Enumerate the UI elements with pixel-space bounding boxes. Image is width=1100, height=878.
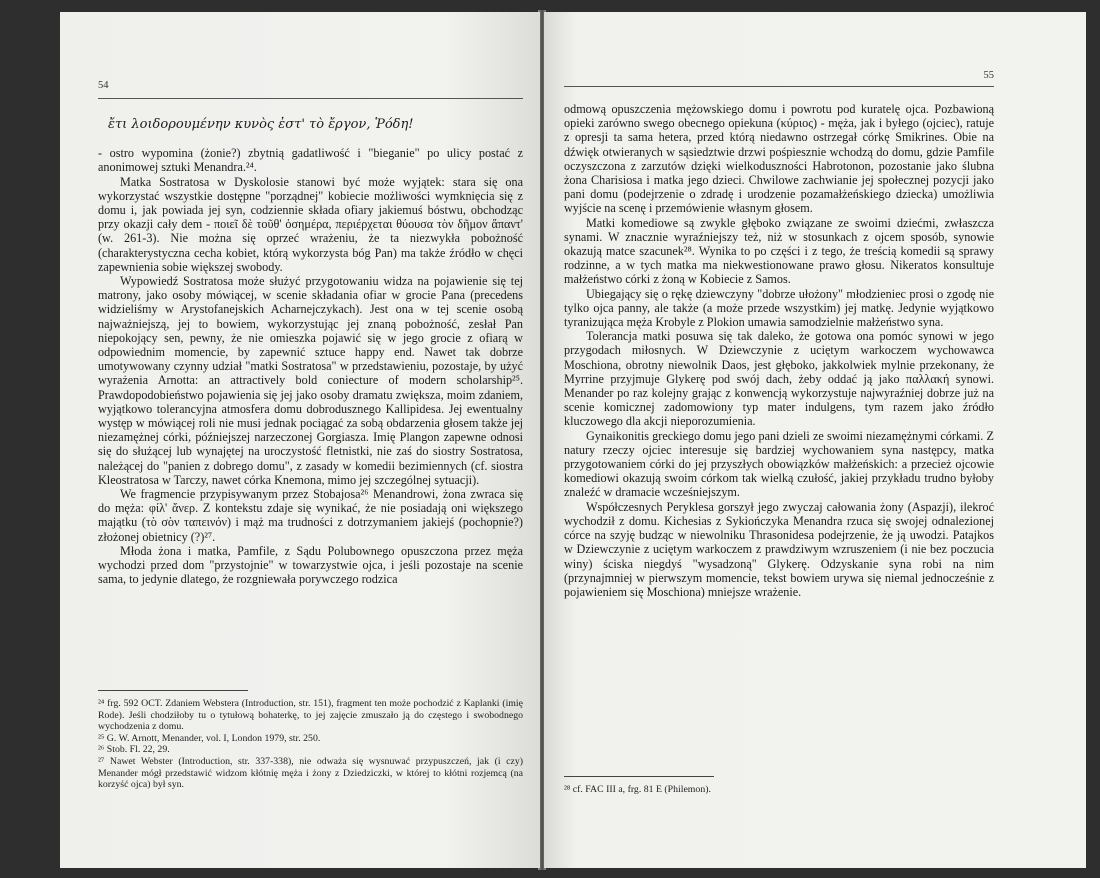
right-body — [564, 102, 994, 599]
right-header-rule — [564, 86, 994, 87]
paragraph: Tolerancja matki posuwa się tak daleko, że gotowa ona pomóc synowi w jego przygodach miłosnych. W Dziewczynie z uciętym warkoczem wychowawca Moschiona, obrotny niewolnik Daos, jest głęboko, jakkolwiek mylnie przekonany, że Myrrine przyjmuje Glykerę pod swój dach, żeby oddać ją jako παλλακή synowi. Menander po raz kolejny grając z konwencją wykorzystuje najwyraźniej dobrze już na scenie komicznej zadomowiony typ mater indulgens, tym razem jako źródło kluczowego dla akcji nieporozumienia. — [564, 329, 994, 429]
paragraph: Ubiegający się o rękę dziewczyny "dobrze ułożony" młodzieniec prosi o zgodę nie tylko ojca panny, ale także (a może przede wszystkim) jej matkę. Jedynie wyjątkowo tyranizująca męża Krobyle z Plokion umawia samodzielnie małżeństwo syna. — [564, 286, 994, 330]
right-page-number: 55 — [983, 70, 994, 81]
left-body — [98, 118, 523, 587]
right-footnotes — [564, 784, 994, 796]
footnote: ²⁶ Stob. Fl. 22, 29. — [98, 744, 170, 756]
left-page-number: 54 — [98, 80, 109, 91]
paragraph: - ostro wypomina (żonie?) zbytnią gadatliwość i "bieganie" po ulicy postać z anonimowej sztuki Menandra.²⁴. — [98, 146, 523, 175]
paragraph: Gynaikonitis greckiego domu jego pani dzieli ze swoimi niezamężnymi córkami. Z natury rzeczy ojciec interesuje się bardziej wychowaniem syna następcy, matka przygotowaniem córki do jej przyszłych obowiązków małżeńskich: a przecież ojcowie komediowi okazują swoim córkom tak wielką czułość, jakiej przykładu trudno byłoby znaleźć w dramacie wcześniejszym. — [564, 428, 994, 500]
paragraph: Wypowiedź Sostratosa może służyć przygotowaniu widza na pojawienie się tej matrony, jako osoby mówiącej, w scenie składania ofiar w grocie Pana (precedens widzieliśmy w Arystofanejskich Acharnejczykach). Jest ona w tej scenie osobą najważniejszą, jej to bowiem, wykorzystując jej znaną pobożność, zesłał Pan niepokojący sen, pewny, że nie omieszka pojawić się w jego grocie z ofiarą w odpowiednim momencie, by zapewnić sztuce happy end. Nawet tak dobrze umotywowany czynny udział "matki Sostratosa" w przedstawieniu, pozostaje, by użyć wyrażenia Arnotta: an attractively bold coniecture of modern scholarship²⁵. Prawdopodobieństwo pojawienia się jej jako osoby dramatu zwiększa, moim zdaniem, wyjątkowo tolerancyjna atmosfera domu dobrodusznego Kallipidesa. Jej ewentualny występ w mówiącej roli nie musi jednak pociągać za sobą obdarzenia głosem także jej niezamężnej córki, późniejszej narzeczonej Gorgiasza. Imię Plangon zapewne odnosi się do służącej lub wynajętej na uroczystość fletnistki, nie zaś do siostry Sostratosa, należącej do "panien z dobrego domu", z zasady w komedii bezimiennych (cf. siostra Kleostratosa w Tarczy, nawet córka Knemona, mimo jej szczególnej sytuacji). — [98, 274, 523, 487]
paragraph: Młoda żona i matka, Pamfile, z Sądu Polubownego opuszczona przez męża wychodzi przed dom "przystojnie" w towarzystwie ojca, i jeśli pozostaje na scenie sama, to jedynie dlatego, że rozgniewała porywczego rodzica — [98, 543, 523, 587]
paragraph: Matka Sostratosa w Dyskolosie stanowi być może wyjątek: stara się ona wykorzystać wszystkie dostępne "porządnej" kobiecie możliwości wymknięcia się z domu i, jak powiada jej syn, codziennie składa ofiary jakiemuś bóstwu, obchodząc przy okazji cały dem - ποιεῖ δὲ τοῦθ' ὁσημέρα, περιέρχεται θύουσα τὸν δῆμον ἅπαντ' (w. 261-3). Nie można się oprzeć wrażeniu, że ta niezwykła pobożność (charakterystyczna cecha kobiet, którą wykorzysta bóg Pan) ma także źródło w chęci zapewnienia sobie większej swobody. — [98, 174, 523, 274]
footnote: ²⁷ Nawet Webster (Introduction, str. 337-338), nie odważa się wysnuwać przypuszczeń, jak (i czy) Menander mógł przedstawić widzom kłótnię męża i żony z Dziedziczki, w której to kłótni rozjemcą (na korzyść ojca) był syn. — [98, 755, 523, 791]
right-footnote-rule — [564, 776, 714, 777]
right-page — [544, 12, 1086, 868]
footnote: ²⁵ G. W. Arnott, Menander, vol. I, London 1979, str. 250. — [98, 732, 321, 744]
greek-quotation: ἔτι λοιδορουμένην κυνὸς ἐστ' τὸ ἔργον, Ῥόδη! — [108, 117, 414, 132]
left-page — [60, 12, 540, 868]
footnote: ²⁴ frg. 592 OCT. Zdaniem Webstera (Introduction, str. 151), fragment ten może pochodzić z Kaplanki (imię Rode). Jeśli chodziłoby tu o tytułową bohaterkę, to jej zajęcie zmuszało ją do częstego i swobodnego wychodzenia z domu. — [98, 698, 523, 733]
paragraph: Matki komediowe są zwykle głęboko związane ze swoimi dziećmi, zwłaszcza synami. W znacznie wyraźniejszy też, niż w stosunkach z ojcem sposób, synowie okazują matce szacunek²⁸. Wynika to po części i z tego, że treścią komedii są sprawy rodzinne, a w tych matka ma niekwestionowane prawo głosu. Nikeratos konsultuje małżeństwo córki z żoną w Kobiecie z Samos. — [564, 215, 994, 287]
footnote: ²⁸ cf. FAC III a, frg. 81 E (Philemon). — [564, 784, 711, 795]
left-footnotes — [98, 698, 523, 791]
paragraph: We fragmencie przypisywanym przez Stobajosa²⁶ Menandrowi, żona zwraca się do męża: φίλ' ἄνερ. Z kontekstu zdaje się wynikać, że nie posiadają oni większego majątku (τὸ σὸν ταπεινόν) i mąż ma trudności z dotrzymaniem jakiejś (pochopnie?) złożonej obietnicy (?)²⁷. — [98, 487, 523, 544]
paragraph: odmową opuszczenia mężowskiego domu i powrotu pod kuratelę ojca. Pozbawioną opieki zarówno swego obecnego opiekuna (κύριος) - męża, jak i byłego (ojciec), ratuje z opresji ta sama hetera, przed którą niedawno ostrzegał córkę Smikrines. Obie na dźwięk otwieranych w sąsiedztwie drzwi pośpiesznie wchodzą do domu, gdzie Pamfile oczyszczona z zarzutów dzięki wielkoduszności Habrotonon, pozostanie jako ślubna żona Charisiosa i matka jego dzieci. Chwilowe zachwianie jej społecznej pozycji jako pani domu (podejrzenie o zdradę i urodzenie pozamałżeńskiego dziecka) umożliwia wyjście na scenę i przemówienie własnym głosem. — [564, 102, 994, 216]
left-header-rule — [98, 98, 523, 99]
paragraph: Współczesnych Peryklesa gorszył jego zwyczaj całowania żony (Aspazji), ilekroć wychodził z domu. Kichesias z Sykiończyka Menandra rzuca się swojej odnalezionej córce na szyję budząc w niewolniku Thrasonidesa podejrzenie, że ją uwodzi. Patajkos w Dziewczynie z uciętym warkoczem z prawdziwym wzruszeniem (i nie bez poczucia winy) ściska niegdyś "wysadzoną" Glykerę. Odzyskanie syna robi na nim (przynajmniej w pierwszym momencie, tekst bowiem urywa się niemal jednocześnie z pojawieniem się Moschiona) mniejsze wrażenie. — [564, 499, 994, 599]
left-footnote-rule — [98, 690, 248, 691]
